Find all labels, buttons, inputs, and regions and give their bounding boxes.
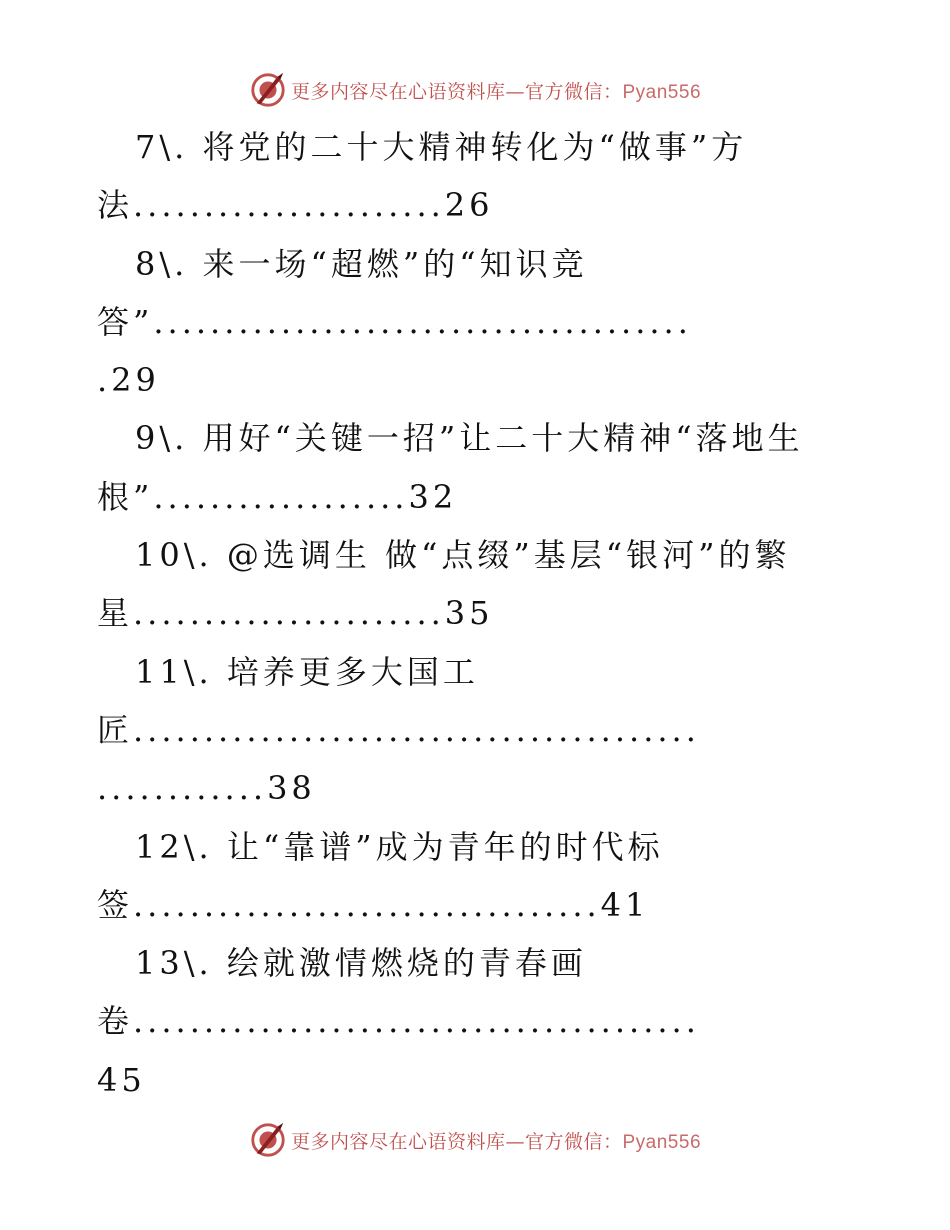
toc-entry-continuation: .29: [97, 361, 160, 400]
toc-entry-continuation: 签.................................41: [97, 885, 650, 924]
toc-entry-title: 8\. 来一场“超燃”的“知识竞: [135, 244, 588, 283]
toc-entry-title: 10\. @选调生 做“点缀”基层“银河”的繁: [135, 536, 791, 575]
toc-entry-continuation: 星......................35: [97, 594, 494, 633]
toc-entry-title: 11\. 培养更多大国工: [135, 652, 479, 691]
toc-entry-title: 7\. 将党的二十大精神转化为“做事”方: [135, 128, 748, 166]
header-watermark: [0, 70, 950, 110]
toc-entry-title: 12\. 让“靠谱”成为青年的时代标: [135, 827, 664, 866]
quill-pen-logo-icon: [249, 1121, 287, 1159]
quill-pen-logo-icon: [249, 71, 287, 109]
watermark-text: 更多内容尽在心语资料库—官方微信：Pyan556: [290, 80, 702, 103]
toc-entry-continuation: 匠........................................: [97, 710, 700, 749]
table-of-contents: [97, 118, 857, 1109]
toc-entry-continuation: 法......................26: [97, 186, 494, 225]
toc-entry-continuation: 45: [97, 1060, 146, 1099]
toc-entry-title: 13\. 绘就激情燃烧的青春画: [135, 944, 587, 983]
toc-entry-continuation: 根”..................32: [97, 477, 458, 516]
toc-entry-title: 9\. 用好“关键一招”让二十大精神“落地生: [135, 419, 804, 458]
footer-watermark: [0, 1120, 950, 1160]
toc-entry-continuation: ............38: [97, 769, 316, 808]
toc-entry-continuation: 卷........................................: [97, 1002, 700, 1041]
watermark-text: 更多内容尽在心语资料库—官方微信：Pyan556: [290, 1130, 702, 1153]
toc-entry-continuation: 答”......................................: [97, 302, 692, 341]
